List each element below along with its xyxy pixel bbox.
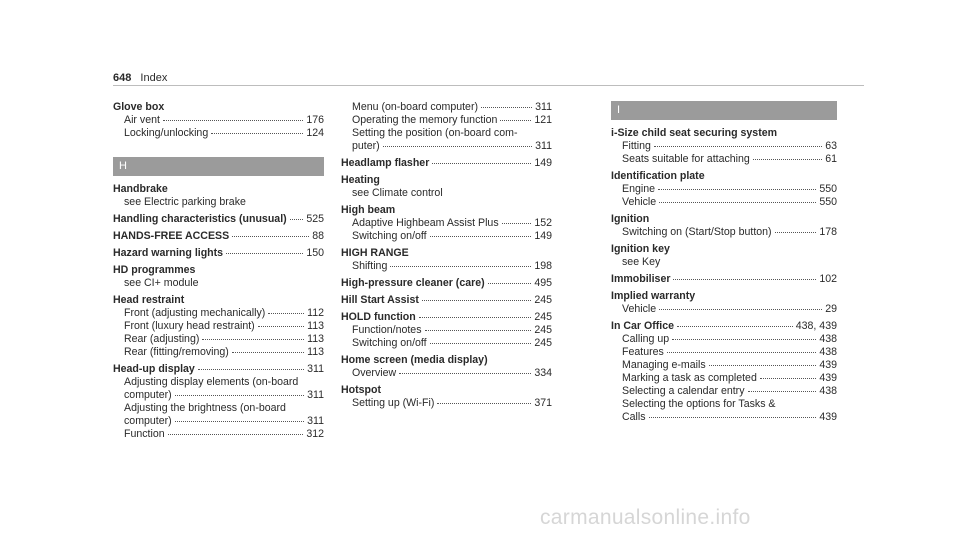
page-section-label: Index: [140, 72, 168, 84]
index-text: computer): [124, 389, 172, 401]
index-entry-head-restraint: [113, 294, 324, 359]
page-ref: 63: [825, 140, 837, 152]
index-text: High-pressure cleaner (care): [341, 277, 485, 289]
dot-leader: [163, 120, 303, 121]
section-header-h: H: [113, 157, 324, 176]
dot-leader: [226, 253, 303, 254]
index-entry-glove-box: [113, 101, 324, 140]
page-ref: 311: [535, 140, 552, 152]
index-entry-home-screen: [341, 354, 552, 380]
index-entry-hill-start-assist: [341, 294, 552, 307]
page-ref: 334: [534, 367, 552, 379]
page-ref: 550: [819, 196, 837, 208]
page-ref: 438: [819, 346, 837, 358]
index-term: Heating: [341, 174, 380, 186]
index-text: Selecting a calendar entry: [622, 385, 745, 397]
index-entry-handbrake: [113, 183, 324, 209]
index-term: Handbrake: [113, 183, 168, 195]
dot-leader: [709, 365, 817, 366]
index-text-line: Setting the position (on-board com-: [352, 127, 518, 139]
page-ref: 438: [819, 333, 837, 345]
index-text: Locking/unlocking: [124, 127, 209, 139]
index-entry-identification-plate: [611, 170, 837, 209]
dot-leader: [198, 369, 304, 370]
index-subentry: [611, 385, 837, 398]
page-ref: 245: [534, 337, 552, 349]
index-text: Hill Start Assist: [341, 294, 419, 306]
index-text-line: Adjusting display elements (on-board: [124, 376, 299, 388]
section-header-i: I: [611, 101, 837, 120]
index-subentry: [113, 127, 324, 140]
index-entry-head-up-display: [113, 363, 324, 441]
page-ref: 124: [306, 127, 324, 139]
index-entry-handling: [113, 213, 324, 226]
index-subentry: [113, 402, 324, 428]
index-text-line: Adjusting the brightness (on-board: [124, 402, 286, 414]
dot-leader: [649, 417, 817, 418]
page-ref: 176: [306, 114, 324, 126]
page-ref: 245: [534, 324, 552, 336]
dot-leader: [390, 266, 531, 267]
watermark-text: carmanualsonline.info: [540, 506, 751, 529]
index-entry-high-beam: [341, 204, 552, 243]
index-text: Function: [124, 428, 165, 440]
index-entry-hotspot: [341, 384, 552, 410]
index-text: Air vent: [124, 114, 160, 126]
see-reference: see Climate control: [352, 187, 443, 199]
index-subentry: [341, 337, 552, 350]
page-ref: 121: [534, 114, 552, 126]
index-entry-hazard-warning-lights: [113, 247, 324, 260]
dot-leader: [290, 219, 304, 220]
dot-leader: [654, 146, 822, 147]
index-subentry: [611, 196, 837, 209]
index-text: Head-up display: [113, 363, 195, 375]
index-column-3: [611, 101, 837, 428]
page-ref: 439: [819, 372, 837, 384]
index-text: Rear (fitting/removing): [124, 346, 229, 358]
index-term: High beam: [341, 204, 396, 216]
index-term: HIGH RANGE: [341, 247, 409, 259]
page-ref: 439: [819, 359, 837, 371]
page-ref: 113: [307, 320, 324, 332]
page-ref: 245: [534, 294, 552, 306]
dot-leader: [672, 339, 816, 340]
index-subentry: [611, 346, 837, 359]
see-reference: see Key: [622, 256, 661, 268]
index-text: puter): [352, 140, 380, 152]
index-text: HANDS-FREE ACCESS: [113, 230, 230, 242]
page-ref: 371: [534, 397, 552, 409]
index-subentry: [611, 398, 837, 424]
index-entry-high-pressure-cleaner: [341, 277, 552, 290]
page-ref: 495: [534, 277, 552, 289]
index-text: Calling up: [622, 333, 670, 345]
index-term: HD programmes: [113, 264, 196, 276]
dot-leader: [422, 300, 531, 301]
index-text: Setting up (Wi-Fi): [352, 397, 435, 409]
page-ref: 311: [307, 389, 324, 401]
dot-leader: [383, 146, 532, 147]
index-term: Head restraint: [113, 294, 185, 306]
index-entry-i-size: [611, 127, 837, 166]
index-entry-ignition: [611, 213, 837, 239]
index-subentry: [611, 140, 837, 153]
page-ref: 311: [535, 101, 552, 113]
index-term: Hotspot: [341, 384, 382, 396]
index-text: Headlamp flasher: [341, 157, 430, 169]
see-reference: see CI+ module: [124, 277, 199, 289]
dot-leader: [437, 403, 531, 404]
index-text: Engine: [622, 183, 655, 195]
index-text: Managing e-mails: [622, 359, 706, 371]
index-subentry: [341, 114, 552, 127]
dot-leader: [748, 391, 817, 392]
index-column-1: [113, 101, 324, 445]
page-ref: 245: [534, 311, 552, 323]
page-ref: 178: [819, 226, 837, 238]
page-ref: 439: [819, 411, 837, 423]
index-entry-hands-free-access: [113, 230, 324, 243]
index-text: Front (luxury head restraint): [124, 320, 255, 332]
index-subentry: [341, 127, 552, 153]
index-entry-high-range: [341, 247, 552, 273]
page-header: [113, 72, 167, 84]
index-text: Shifting: [352, 260, 388, 272]
index-term: Ignition: [611, 213, 650, 225]
index-term: Home screen (media display): [341, 354, 488, 366]
index-subentry: [341, 367, 552, 380]
index-text: Handling characteristics (unusual): [113, 213, 287, 225]
header-divider: [113, 85, 864, 86]
dot-leader: [760, 378, 816, 379]
page-ref: 113: [307, 333, 324, 345]
page-ref: 61: [825, 153, 837, 165]
index-subentry: [341, 397, 552, 410]
index-text: Front (adjusting mechanically): [124, 307, 266, 319]
dot-leader: [175, 421, 304, 422]
index-term: Glove box: [113, 101, 165, 113]
index-text: Switching on/off: [352, 230, 427, 242]
index-subentry: [611, 372, 837, 385]
dot-leader: [258, 326, 304, 327]
index-text: Overview: [352, 367, 397, 379]
index-text: In Car Office: [611, 320, 674, 332]
index-text: Calls: [622, 411, 646, 423]
index-subentry: [611, 226, 837, 239]
index-text: Adaptive Highbeam Assist Plus: [352, 217, 499, 229]
dot-leader: [775, 232, 817, 233]
dot-leader: [430, 236, 532, 237]
page-ref: 311: [307, 415, 324, 427]
index-text: Switching on (Start/Stop button): [622, 226, 772, 238]
dot-leader: [419, 317, 532, 318]
index-text: computer): [124, 415, 172, 427]
index-subentry: [113, 428, 324, 441]
page-ref: 198: [534, 260, 552, 272]
page-ref: 311: [307, 363, 324, 375]
index-subentry: [611, 359, 837, 372]
index-subentry: [611, 333, 837, 346]
index-text: Rear (adjusting): [124, 333, 200, 345]
index-term: Implied warranty: [611, 290, 696, 302]
dot-leader: [430, 343, 532, 344]
index-term: Ignition key: [611, 243, 670, 255]
index-text: Immobiliser: [611, 273, 671, 285]
index-entry-immobiliser: [611, 273, 837, 286]
dot-leader: [488, 283, 532, 284]
index-text: Vehicle: [622, 303, 657, 315]
index-text: Hazard warning lights: [113, 247, 224, 259]
index-text: Seats suitable for attaching: [622, 153, 750, 165]
index-text: Vehicle: [622, 196, 657, 208]
index-text: Marking a task as completed: [622, 372, 757, 384]
index-subentry: [341, 230, 552, 243]
index-subentry: [113, 320, 324, 333]
index-subentry: [611, 183, 837, 196]
dot-leader: [175, 395, 304, 396]
dot-leader: [481, 107, 532, 108]
index-entry-implied-warranty: [611, 290, 837, 316]
index-subentry: [611, 153, 837, 166]
index-term: i-Size child seat securing system: [611, 127, 778, 139]
index-text: Function/notes: [352, 324, 422, 336]
dot-leader: [500, 120, 531, 121]
dot-leader: [202, 339, 304, 340]
index-subentry: [341, 324, 552, 337]
index-text: Switching on/off: [352, 337, 427, 349]
index-subentry: [611, 303, 837, 316]
dot-leader: [168, 434, 304, 435]
page-ref: 149: [534, 230, 552, 242]
dot-leader: [659, 309, 822, 310]
page-ref: 438: [819, 385, 837, 397]
dot-leader: [677, 326, 793, 327]
index-subentry: [113, 114, 324, 127]
index-term: Identification plate: [611, 170, 705, 182]
index-subentry: [113, 346, 324, 359]
index-entry-heating: [341, 174, 552, 200]
index-text: HOLD function: [341, 311, 416, 323]
dot-leader: [753, 159, 822, 160]
index-entry-headlamp-flasher: [341, 157, 552, 170]
dot-leader: [211, 133, 303, 134]
index-text: Operating the memory function: [352, 114, 498, 126]
page-ref: 312: [306, 428, 324, 440]
index-subentry: [113, 376, 324, 402]
dot-leader: [502, 223, 532, 224]
dot-leader: [232, 352, 304, 353]
dot-leader: [232, 236, 309, 237]
page-ref: 525: [306, 213, 324, 225]
see-reference: see Electric parking brake: [124, 196, 246, 208]
page-ref: 88: [312, 230, 324, 242]
page-ref: 152: [534, 217, 552, 229]
dot-leader: [659, 202, 816, 203]
index-column-2: [341, 101, 552, 414]
page-ref: 438, 439: [795, 320, 837, 332]
index-text-line: Selecting the options for Tasks &: [622, 398, 776, 410]
dot-leader: [658, 189, 816, 190]
index-entry-in-car-office: [611, 320, 837, 424]
index-text: Menu (on-board computer): [352, 101, 479, 113]
dot-leader: [432, 163, 531, 164]
dot-leader: [268, 313, 304, 314]
page-ref: 29: [825, 303, 837, 315]
page-ref: 112: [307, 307, 324, 319]
page-ref: 113: [307, 346, 324, 358]
dot-leader: [425, 330, 532, 331]
index-subentry: [113, 333, 324, 346]
index-entry-ignition-key: [611, 243, 837, 269]
index-entry-continued: [341, 101, 552, 153]
dot-leader: [673, 279, 816, 280]
index-subentry: [341, 260, 552, 273]
index-text: Features: [622, 346, 664, 358]
page-ref: 102: [819, 273, 837, 285]
index-subentry: [341, 101, 552, 114]
index-subentry: [341, 217, 552, 230]
dot-leader: [399, 373, 531, 374]
page-ref: 150: [306, 247, 324, 259]
index-subentry: [113, 307, 324, 320]
page-number: 648: [113, 72, 132, 84]
dot-leader: [667, 352, 817, 353]
index-entry-hold-function: [341, 311, 552, 350]
page-ref: 550: [819, 183, 837, 195]
index-text: Fitting: [622, 140, 651, 152]
page-ref: 149: [534, 157, 552, 169]
index-entry-hd-programmes: [113, 264, 324, 290]
